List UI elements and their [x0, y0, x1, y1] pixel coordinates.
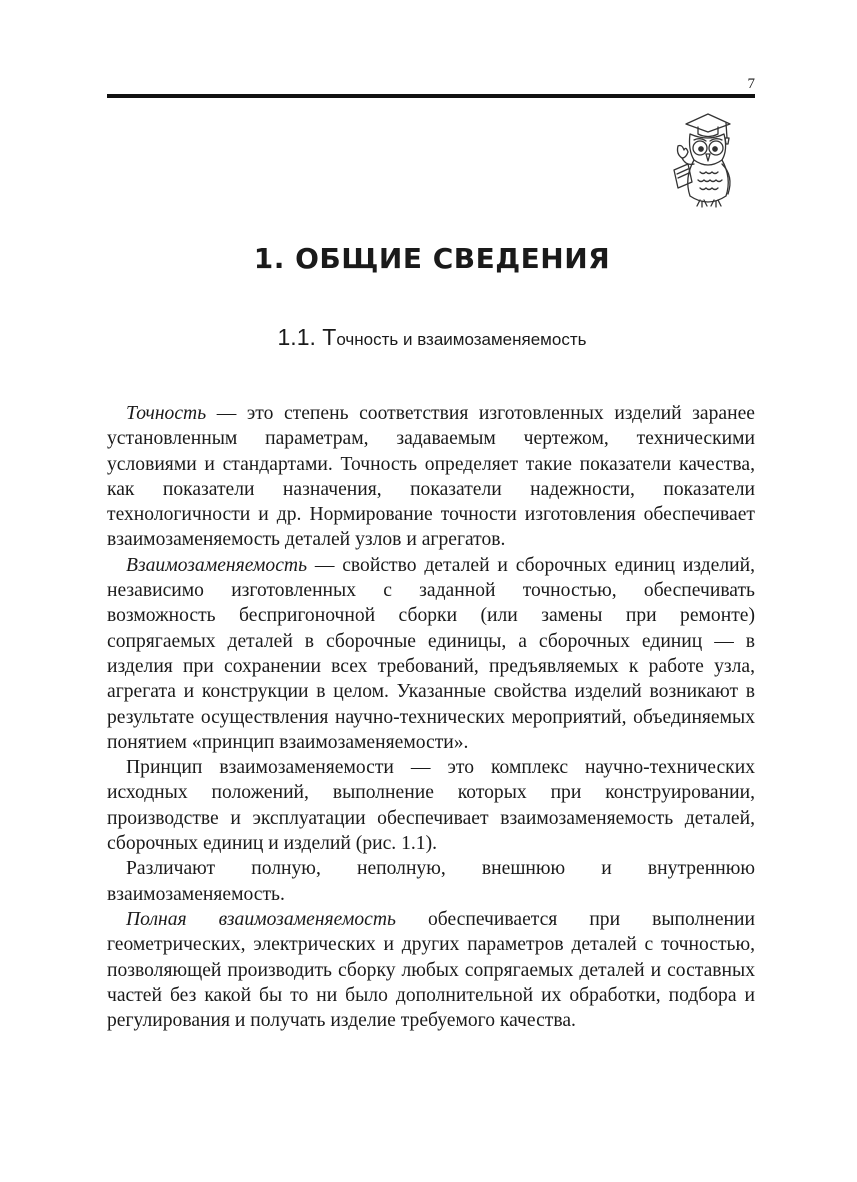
- paragraph-full-interchangeability: [107, 907, 755, 1033]
- term-full-interchangeability: Полная взаимозаменяемость: [126, 908, 396, 930]
- owl-mascot-icon: [664, 108, 746, 212]
- paragraph-accuracy: [107, 401, 755, 553]
- page-number: 7: [747, 76, 755, 92]
- section-title-initial: Т: [322, 324, 337, 350]
- section-title-rest: очность и взаимозаменяемость: [336, 330, 587, 349]
- body-text: [107, 401, 755, 1033]
- paragraph-interchangeability: [107, 553, 755, 755]
- section-number: 1.1.: [277, 324, 316, 350]
- term-accuracy: Точность: [126, 403, 207, 424]
- chapter-title: 1. ОБЩИЕ СВЕДЕНИЯ: [253, 242, 611, 275]
- paragraph-text: Принцип взаимозаменяемости — это комплекс научно-технических исходных положений, выполнение которых при конструировании, производстве и эксплуатации обеспечивает взаимозаменяемость деталей, сборочных единиц и изделий (рис. 1.1).: [107, 757, 755, 855]
- paragraph-principle: [107, 755, 755, 856]
- paragraph-types: [107, 856, 755, 907]
- term-interchangeability: Взаимозаменяемость: [126, 554, 307, 576]
- header-rule: [107, 94, 755, 98]
- paragraph-text: обеспечивается при выполнении геометрических, электрических и других параметров деталей с точностью, позволяющей производить сборку любых сопрягаемых деталей и составных частей без какой бы то ни было дополнительной их обработки, подбора и регулирования и получать изделие требуемого качества.: [107, 908, 755, 1032]
- paragraph-text: — это степень соответствия изготовленных изделий заранее установленным параметрам, задаваемым чертежом, техническими условиями и стандартами. Точность определяет такие показатели качества, как показатели назначения, показатели надежности, показатели технологичности и др. Нормирование точности изготовления обеспечивает взаимозаменяемость деталей узлов и агрегатов.: [107, 403, 755, 551]
- paragraph-text: Различают полную, неполную, внешнюю и внутреннюю взаимозаменяемость.: [107, 858, 755, 905]
- paragraph-text: — свойство деталей и сборочных единиц изделий, независимо изготовленных с заданной точностью, обеспечивать возможность беспригоночной сборки (или замены при ремонте) сопрягаемых деталей в сборочные единицы, а сборочных единиц — в изделия при сохранении всех требований, предъявляемых к работе узла, агрегата и конструкции в целом. Указанные свойства изделий возникают в результате осуществления научно-технических мероприятий, объединяемых понятием «принцип взаимозаменяемости».: [107, 554, 755, 753]
- section-title: [0, 324, 857, 351]
